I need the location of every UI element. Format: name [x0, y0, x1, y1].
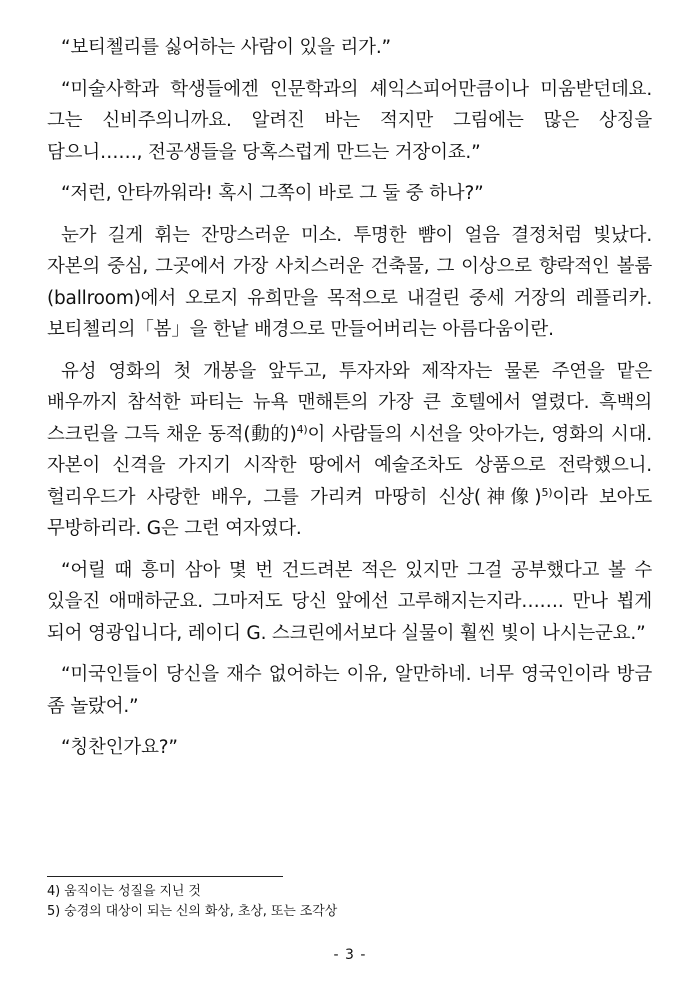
paragraph-8: “칭찬인가요?”	[61, 737, 178, 758]
footnote-ref-4[interactable]: 4)	[296, 422, 308, 436]
paragraph-2: “미술사학과 학생들에겐 인문학과의 셰익스피어만큼이나 미움받던데요. 그는 신비주의니까요. 알려진 바는 적지만 그림에는 많은 상징을 담으니……, 전공생들을 당혹스럽게 만드는 거장이죠.”	[47, 78, 652, 163]
paragraph-4: 눈가 길게 휘는 잔망스러운 미소. 투명한 뺨이 얼음 결정처럼 빛났다. 자본의 중심, 그곳에서 가장 사치스러운 건축물, 그 이상으로 향락적인 볼룸(ballroom)에서 오로지 유희만을 목적으로 내걸린 중세 거장의 레플리카. 보티첼리의「봄」을 한낱 배경으로 만들어버리는 아름다움이란.	[47, 224, 652, 340]
paragraph-5-part-3: 이라 보아도 무방하리라. G은 그런 여자였다.	[47, 486, 652, 539]
paragraph-1: “보티첼리를 싫어하는 사람이 있을 리가.”	[61, 37, 391, 58]
footnote-5: 5) 숭경의 대상이 되는 신의 화상, 초상, 또는 조각상	[47, 904, 338, 919]
footnote-ref-5[interactable]: 5)	[541, 485, 553, 499]
paragraph-6: “어릴 때 흥미 삼아 몇 번 건드려본 적은 있지만 그걸 공부했다고 볼 수 있을진 애매하군요. 그마저도 당신 앞에선 고루해지는지라……. 만나 뵙게 되어 영광입니다, 레이디 G. 스크린에서보다 실물이 훨씬 빛이 나시는군요.”	[47, 559, 652, 644]
footnote-4: 4) 움직이는 성질을 지닌 것	[47, 884, 201, 899]
paragraph-7: “미국인들이 당신을 재수 없어하는 이유, 알만하네. 너무 영국인이라 방금 좀 놀랐어.”	[47, 664, 652, 717]
document-body	[47, 32, 652, 774]
paragraph-3: “저런, 안타까워라! 혹시 그쪽이 바로 그 둘 중 하나?”	[61, 183, 484, 204]
paragraph-5-part-1: 유성 영화의 첫 개봉을 앞두고, 투자자와 제작자는 물론 주연을 맡은 배우까지 참석한 파티는 뉴욕 맨해튼의 가장 큰 호텔에서 열렸다. 흑백의 스크린을 그득 채운 동적(動的)	[47, 360, 652, 445]
page-number: - 3 -	[333, 947, 367, 963]
footnotes	[47, 882, 652, 922]
paragraph-5-part-2: 이 사람들의 시선을 앗아가는, 영화의 시대. 자본이 신격을 가지기 시작한 땅에서 예술조차도 상품으로 전락했으니. 헐리우드가 사랑한 배우, 그를 가리켜 마땅히 신상(神像)	[47, 423, 652, 508]
footnote-divider	[47, 876, 283, 877]
paragraph-5	[47, 356, 652, 545]
